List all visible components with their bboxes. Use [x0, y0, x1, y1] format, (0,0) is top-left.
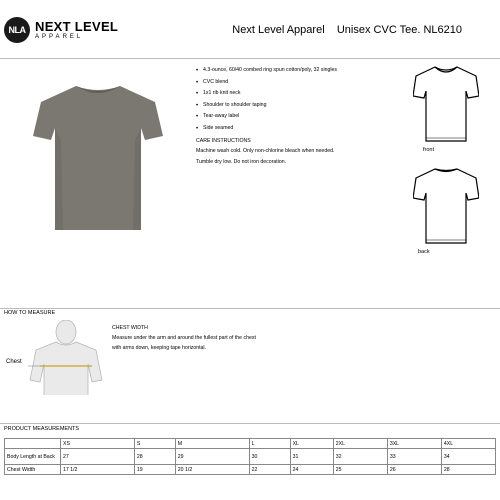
feature-item: • 4.3-ounce, 60/40 combed ring spun cotton/poly, 32 singles: [196, 68, 416, 80]
table-cell: 26: [387, 465, 441, 475]
measurement-figure: [4, 320, 114, 395]
header-divider: [0, 58, 500, 59]
table-cell: 28: [134, 449, 175, 465]
table-cell: 31: [290, 449, 333, 465]
how-to-measure-title: HOW TO MEASURE: [4, 310, 56, 316]
table-cell: 30: [249, 449, 290, 465]
brand-name: NEXT LEVEL: [35, 19, 119, 34]
back-label: back: [418, 249, 430, 255]
table-cell: 34: [441, 449, 495, 465]
table-cell: 29: [175, 449, 249, 465]
measurements-title: PRODUCT MEASUREMENTS: [4, 426, 80, 432]
care-title: CARE INSTRUCTIONS: [196, 137, 251, 144]
size-header: XS: [61, 439, 135, 449]
table-row: [5, 449, 496, 465]
size-header: 2XL: [333, 439, 387, 449]
table-cell: 17 1/2: [61, 465, 135, 475]
figure-shirt: [30, 342, 102, 395]
tshirt-back-sketch: [413, 166, 479, 246]
chest-line: with arms down, keeping tape horizontal.: [112, 345, 207, 351]
product-title: Next Level Apparel Unisex CVC Tee. NL6210: [232, 24, 462, 36]
section-divider: [0, 308, 500, 309]
table-cell: 32: [333, 449, 387, 465]
table-cell: 22: [249, 465, 290, 475]
table-row: [5, 465, 496, 475]
brand-tagline: APPAREL: [35, 34, 84, 40]
row-label: Body Length at Back: [5, 449, 61, 465]
feature-item: • Tear-away label: [196, 114, 416, 126]
product-features: [196, 68, 416, 172]
table-cell: 24: [290, 465, 333, 475]
feature-item: • 1x1 rib knit neck: [196, 91, 416, 103]
feature-item: • CVC blend: [196, 80, 416, 92]
size-header: XL: [290, 439, 333, 449]
size-header: M: [175, 439, 249, 449]
front-label: front: [423, 147, 435, 153]
table-cell: 20 1/2: [175, 465, 249, 475]
table-corner-cell: [5, 439, 61, 449]
size-header: 4XL: [441, 439, 495, 449]
size-table: [4, 438, 496, 475]
table-cell: 19: [134, 465, 175, 475]
size-header: 3XL: [387, 439, 441, 449]
size-header: S: [134, 439, 175, 449]
tshirt-photo: [33, 80, 163, 230]
chest-line: Measure under the arm and around the fullest part of the chest: [112, 335, 256, 341]
header: [0, 0, 500, 58]
feature-item: • Side seamed: [196, 126, 416, 138]
tshirt-body: [33, 86, 163, 230]
figure-head: [56, 320, 76, 344]
size-header: L: [249, 439, 290, 449]
row-label: Chest Width: [5, 465, 61, 475]
table-cell: 28: [441, 465, 495, 475]
tshirt-front-sketch: [413, 64, 479, 144]
care-line: Machine wash cold. Only non-chlorine bleach when needed.: [196, 147, 335, 154]
table-cell: 25: [333, 465, 387, 475]
table-cell: 27: [61, 449, 135, 465]
feature-item: • Shoulder to shoulder taping: [196, 103, 416, 115]
table-cell: 33: [387, 449, 441, 465]
section-divider: [0, 423, 500, 424]
size-header-row: [5, 439, 496, 449]
logo-badge: NLA: [4, 17, 30, 43]
chest-title: CHEST WIDTH: [112, 325, 148, 331]
brand-logo: [4, 17, 118, 43]
care-line: Tumble dry low. Do not iron decoration.: [196, 159, 287, 166]
chest-instructions: [112, 326, 256, 356]
chest-figure-label: Chest: [6, 359, 22, 365]
